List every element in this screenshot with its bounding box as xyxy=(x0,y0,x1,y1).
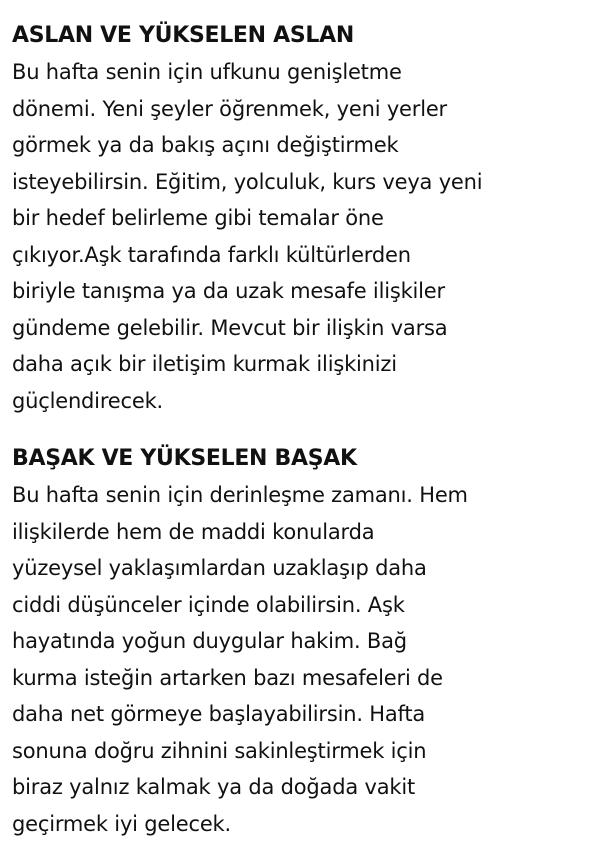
faded-watermark xyxy=(190,848,260,858)
section-title: ASLAN VE YÜKSELEN ASLAN xyxy=(12,23,354,48)
paragraph-line: dönemi. Yeni şeyler öğrenmek, yeni yerler xyxy=(12,96,447,121)
paragraph-line: daha net görmeye başlayabilirsin. Hafta xyxy=(12,702,426,726)
paragraph-line: Bu hafta senin için ufkunu genişletme xyxy=(12,60,402,84)
paragraph-line: bir hedef belirleme gibi temalar öne xyxy=(12,206,384,230)
paragraph-line: sonuna doğru zihnini sakinleştirmek için xyxy=(12,738,427,763)
paragraph-line: ilişkilerde hem de maddi konularda xyxy=(12,519,375,544)
paragraph-line: Bu hafta senin için derinleşme zamanı. Hem xyxy=(12,483,468,507)
paragraph-line: çıkıyor.Aşk tarafında farklı kültürlerden xyxy=(12,242,411,267)
paragraph-line: hayatında yoğun duygular hakim. Bağ xyxy=(12,629,407,653)
section-basak xyxy=(12,441,592,842)
horoscope-article xyxy=(12,18,592,842)
paragraph-line: görmek ya da bakış açını değiştirmek xyxy=(12,133,399,157)
paragraph-line: gündeme gelebilir. Mevcut bir ilişkin varsa xyxy=(12,315,448,340)
paragraph-line: geçirmek iyi gelecek. xyxy=(12,811,231,836)
paragraph-line: ciddi düşünceler içinde olabilirsin. Aşk xyxy=(12,592,405,617)
paragraph-line: isteyebilirsin. Eğitim, yolculuk, kurs veya yeni xyxy=(12,169,483,194)
paragraph-line: biraz yalnız kalmak ya da doğada vakit xyxy=(12,775,416,799)
section-aslan xyxy=(12,18,592,419)
paragraph-line: güçlendirecek. xyxy=(12,388,164,413)
paragraph-line: daha açık bir iletişim kurmak ilişkinizi xyxy=(12,352,397,376)
paragraph-line: kurma isteğin artarken bazı mesafeleri de xyxy=(12,665,443,690)
paragraph-line: yüzeysel yaklaşımlardan uzaklaşıp daha xyxy=(12,556,427,580)
paragraph-line: biriyle tanışma ya da uzak mesafe ilişkiler xyxy=(12,279,445,303)
section-title: BAŞAK VE YÜKSELEN BAŞAK xyxy=(12,446,357,471)
